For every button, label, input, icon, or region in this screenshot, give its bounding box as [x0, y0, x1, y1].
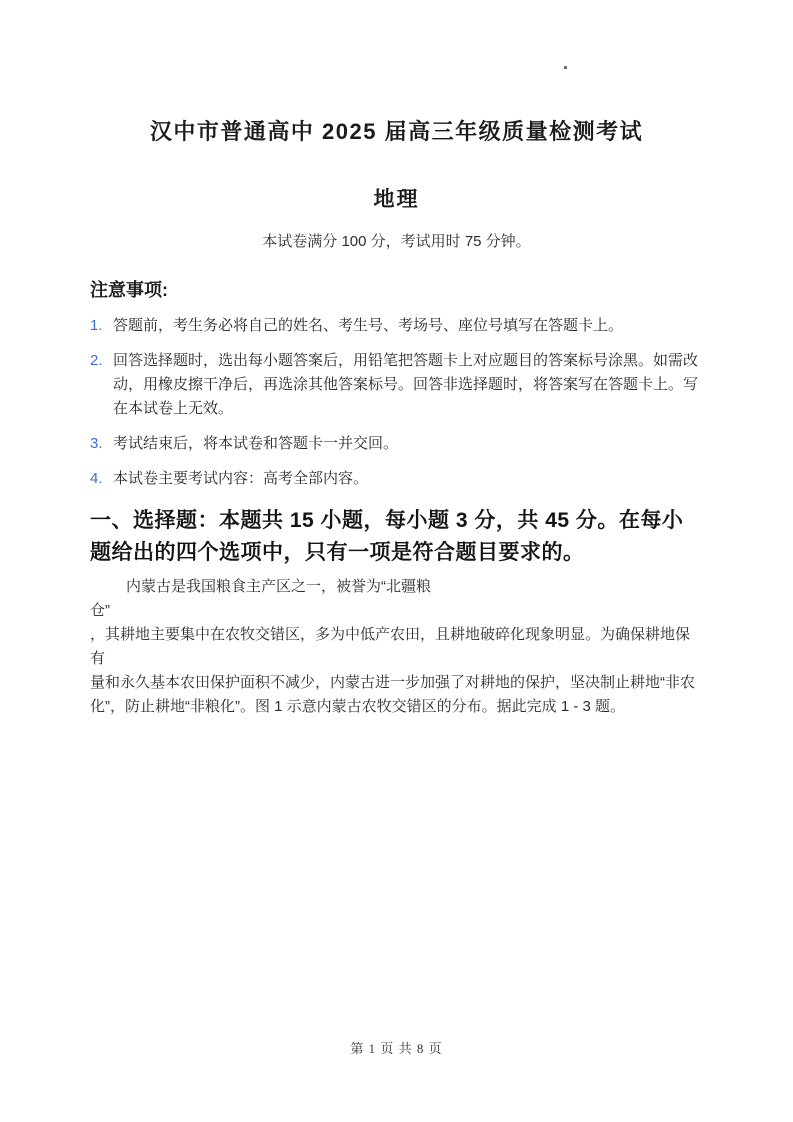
notice-item-2-line-1: 回答选择题时，选出每小题答案后，用铅笔把答题卡上对应题目的答案标号涂黑。如需改	[113, 352, 699, 369]
section-one-heading	[90, 505, 703, 569]
subject-title: 地理	[373, 188, 420, 211]
notice-item-3	[90, 432, 703, 456]
notice-item-1-text	[113, 314, 703, 338]
question-passage	[90, 575, 703, 719]
passage-line-4: 量和永久基本农田保护面积不减少，内蒙古进一步加强了对耕地的保护，坚决制止耕地“非农	[90, 674, 695, 691]
passage-line-3: ，其耕地主要集中在农牧交错区，多为中低产农田，且耕地破碎化现象明显。为确保耕地保有	[90, 626, 691, 667]
passage-line-1: 内蒙古是我国粮食主产区之一，被誉为“北疆粮	[126, 578, 431, 595]
notice-item-2-number: 2.	[90, 352, 103, 369]
notice-item-3-line-1: 考试结束后，将本试卷和答题卡一并交回。	[113, 435, 399, 452]
notice-item-1	[90, 314, 703, 338]
notice-item-4	[90, 467, 703, 491]
exam-title: 汉中市普通高中 2025 届高三年级质量检测考试	[149, 119, 644, 144]
notice-item-3-number: 3.	[90, 435, 103, 452]
notice-item-3-text	[113, 432, 703, 456]
notice-item-1-number: 1.	[90, 317, 103, 334]
notice-list	[90, 314, 703, 491]
notice-item-4-number: 4.	[90, 470, 103, 487]
notice-item-2	[90, 349, 703, 421]
notice-item-4-text	[113, 467, 703, 491]
section-one-heading-line-2: 题给出的四个选项中，只有一项是符合题目要求的。	[90, 541, 585, 564]
exam-meta-line: 本试卷满分 100 分，考试用时 75 分钟。	[262, 233, 531, 250]
passage-line-2: 仓”	[90, 602, 110, 619]
notice-item-2-text	[113, 349, 703, 421]
notice-item-2-line-3: 在本试卷上无效。	[113, 400, 234, 417]
notice-item-1-line-1: 答题前，考生务必将自己的姓名、考生号、考场号、座位号填写在答题卡上。	[113, 317, 624, 334]
page-number-footer: 第 1 页 共 8 页	[350, 1041, 443, 1056]
page-content	[0, 118, 793, 719]
passage-line-5: 化”，防止耕地“非粮化”。图 1 示意内蒙古农牧交错区的分布。据此完成 1 - 3 题。	[90, 698, 626, 715]
notice-heading: 注意事项:	[90, 280, 168, 300]
notice-item-2-line-2: 动，用橡皮擦干净后，再选涂其他答案标号。回答非选择题时，将答案写在答题卡上。写	[113, 376, 699, 393]
stray-dot-mark	[564, 66, 567, 69]
section-one-heading-line-1: 一、选择题：本题共 15 小题，每小题 3 分，共 45 分。在每小	[90, 509, 684, 532]
notice-item-4-line-1: 本试卷主要考试内容：高考全部内容。	[113, 470, 369, 487]
